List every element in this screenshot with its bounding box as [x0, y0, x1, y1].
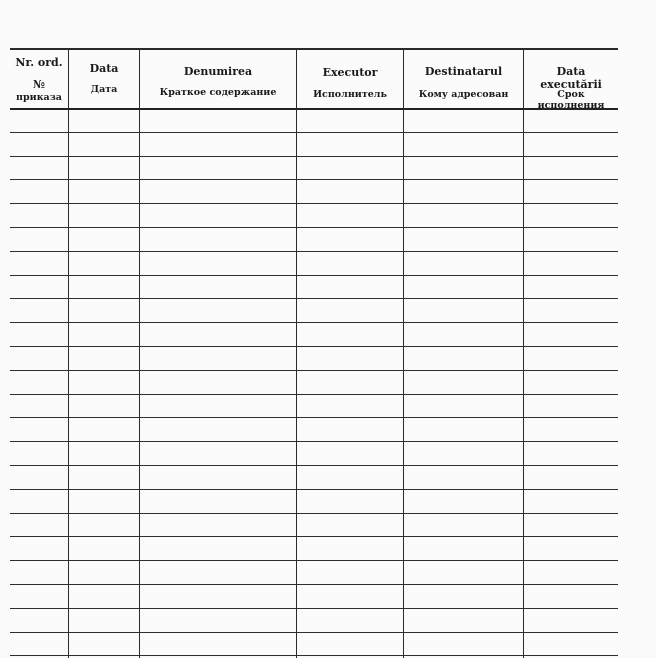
header-summary-ru: Краткое содержание — [159, 87, 277, 98]
ledger-row-rule — [10, 608, 618, 609]
header-date-ro: Data — [89, 62, 119, 75]
orders-register-table — [10, 48, 618, 658]
header-order-number-ro: Nr. ord. — [15, 56, 63, 69]
header-addressee-ro: Destinatarul — [424, 65, 503, 78]
ledger-row-rule — [10, 275, 618, 276]
ledger-row-rule — [10, 227, 618, 228]
ledger-row-rule — [10, 489, 618, 490]
header-deadline-ro: Data executării — [540, 65, 602, 92]
header-deadline-ru: Срок исполнения — [537, 89, 605, 112]
ledger-row-rule — [10, 346, 618, 347]
ledger-rows — [10, 50, 618, 658]
ledger-row-rule — [10, 251, 618, 252]
ledger-row-rule — [10, 513, 618, 514]
ledger-row-rule — [10, 632, 618, 633]
ledger-row-rule — [10, 394, 618, 395]
header-order-number-ru: приказа — [16, 92, 62, 103]
header-addressee-ru: Кому адресован — [418, 89, 509, 100]
header-summary-ro: Denumirea — [183, 65, 253, 78]
ledger-row-rule — [10, 536, 618, 537]
ledger-row-rule — [10, 179, 618, 180]
ledger-row-rule — [10, 584, 618, 585]
ledger-row-rule — [10, 298, 618, 299]
ledger-row-rule — [10, 465, 618, 466]
header-executor-ro: Executor — [322, 66, 378, 79]
header-date-ru: Дата — [90, 84, 118, 95]
ledger-row-rule — [10, 156, 618, 157]
header-order-number-symbol: № — [33, 78, 45, 91]
ledger-row-rule — [10, 132, 618, 133]
ledger-row-rule — [10, 322, 618, 323]
header-executor-ru: Исполнитель — [313, 89, 387, 100]
ledger-row-rule — [10, 560, 618, 561]
ledger-row-rule — [10, 370, 618, 371]
ledger-row-rule — [10, 441, 618, 442]
ledger-row-rule — [10, 203, 618, 204]
ledger-row-rule — [10, 417, 618, 418]
